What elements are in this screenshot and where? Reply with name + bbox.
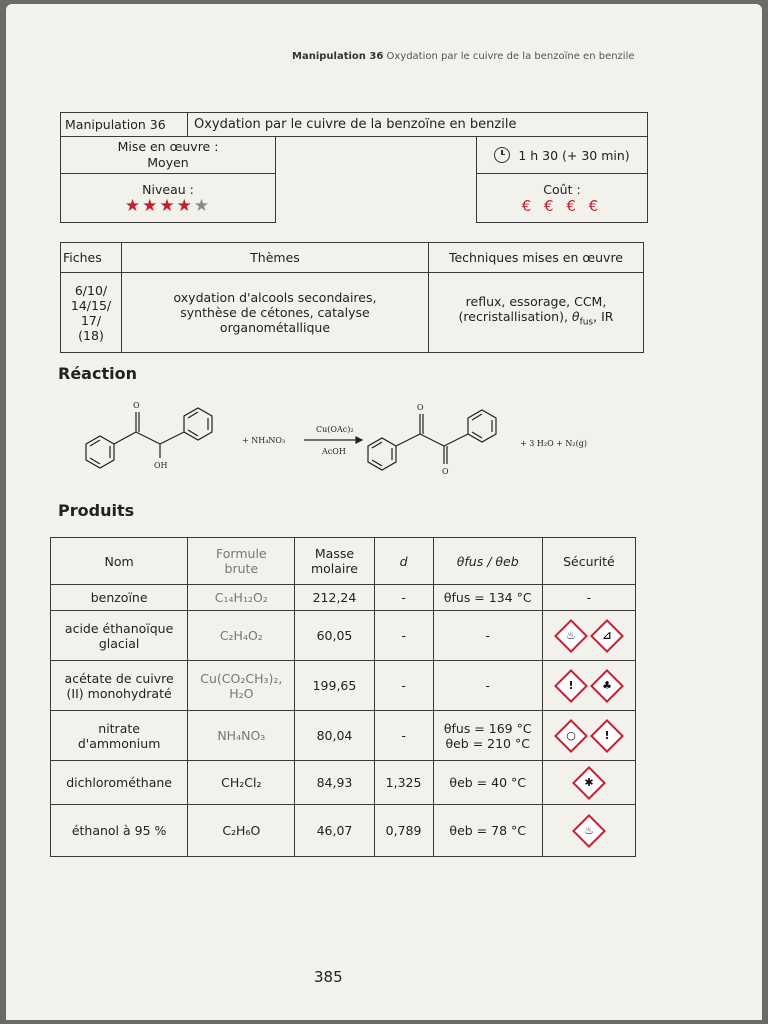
col-masse: Masse molaire	[295, 538, 374, 585]
themes-header: Thèmes	[122, 243, 429, 273]
niveau-label: Niveau :	[142, 181, 194, 197]
col-d: d	[374, 538, 433, 585]
produits-title: Produits	[58, 501, 135, 520]
hydroxyl-label: OH	[154, 461, 168, 470]
star-empty-icon: ★	[193, 195, 212, 216]
running-head-title: Oxydation par le cuivre de la benzoïne en benzile	[386, 51, 635, 62]
manipulation-name: Oxydation par le cuivre de la benzoïne en benzile	[188, 113, 648, 137]
oxidizer-icon: ○	[554, 719, 588, 753]
col-securite: Sécurité	[542, 538, 635, 585]
mise-value: Moyen	[147, 155, 189, 170]
fiches-table	[60, 242, 644, 353]
cout-label: Coût :	[543, 182, 581, 197]
oxygen-label: O	[417, 403, 424, 412]
techniques-list: reflux, essorage, CCM, (recristallisation), $\theta_{fus}$, IR	[429, 273, 644, 353]
produits-table	[50, 537, 636, 857]
flame-icon: ♨	[572, 814, 606, 848]
col-nom: Nom	[51, 538, 188, 585]
star-icon: ★	[142, 195, 160, 216]
solvent-label: AcOH	[322, 447, 346, 456]
table-row: nitrate d'ammonium NH₄NO₃ 80,04 - θfus = 169 °C θeb = 210 °C ○ !	[51, 711, 636, 761]
duration-cell	[477, 137, 648, 174]
table-row: benzoïne C₁₄H₁₂O₂ 212,24 - θfus = 134 °C -	[51, 585, 636, 611]
star-icon: ★	[176, 195, 194, 216]
cout-cell	[477, 174, 648, 223]
cout-value: € € € €	[521, 197, 603, 215]
mise-label: Mise en œuvre :	[117, 139, 219, 154]
star-icon: ★	[124, 195, 143, 216]
table-row: acétate de cuivre (II) monohydraté Cu(CO₂CH₃)₂, H₂O 199,65 - - ! ♣	[51, 661, 636, 711]
running-head	[292, 51, 635, 62]
reagent-label: + NH₄NO₃	[242, 436, 286, 445]
book-page	[6, 4, 762, 1020]
byproducts-label: + 3 H₂O + N₂(g)	[520, 439, 587, 448]
flame-icon: ♨	[554, 619, 588, 653]
page-number: 385	[314, 968, 343, 986]
themes-list: oxydation d'alcools secondaires, synthèse de cétones, catalyse organométallique	[122, 273, 429, 353]
fiches-list: 6/10/ 14/15/ 17/ (18)	[61, 273, 122, 353]
table-row: dichlorométhane CH₂Cl₂ 84,93 1,325 θeb = 40 °C ✱	[51, 761, 636, 805]
manipulation-id: Manipulation 36	[61, 113, 188, 137]
table-row: éthanol à 95 % C₂H₆O 46,07 0,789 θeb = 78 °C ♨	[51, 805, 636, 857]
niveau-cell	[61, 174, 276, 223]
fiches-header: Fiches	[61, 243, 122, 273]
niveau-stars	[61, 195, 275, 216]
table-row: acide éthanoïque glacial C₂H₄O₂ 60,05 - - ♨ ⊿	[51, 611, 636, 661]
environment-icon: ♣	[590, 669, 624, 703]
catalyst-label: Cu(OAc)₂	[316, 425, 354, 434]
oxygen-label: O	[133, 401, 140, 410]
col-theta: θfus / θeb	[433, 538, 542, 585]
running-head-label: Manipulation 36	[292, 51, 384, 62]
health-hazard-icon: ✱	[572, 766, 606, 800]
clock-icon	[494, 147, 510, 163]
col-formule: Formule brute	[188, 538, 295, 585]
reaction-scheme	[76, 396, 676, 486]
duration-value: 1 h 30 (+ 30 min)	[518, 147, 630, 163]
reaction-title: Réaction	[58, 364, 137, 383]
exclamation-icon: !	[590, 719, 624, 753]
exclamation-icon: !	[554, 669, 588, 703]
mise-en-oeuvre-cell	[61, 137, 276, 174]
techniques-header: Techniques mises en œuvre	[429, 243, 644, 273]
star-icon: ★	[159, 195, 177, 216]
manipulation-header-table	[60, 112, 648, 223]
corrosive-icon: ⊿	[590, 619, 624, 653]
oxygen-label: O	[442, 467, 449, 476]
